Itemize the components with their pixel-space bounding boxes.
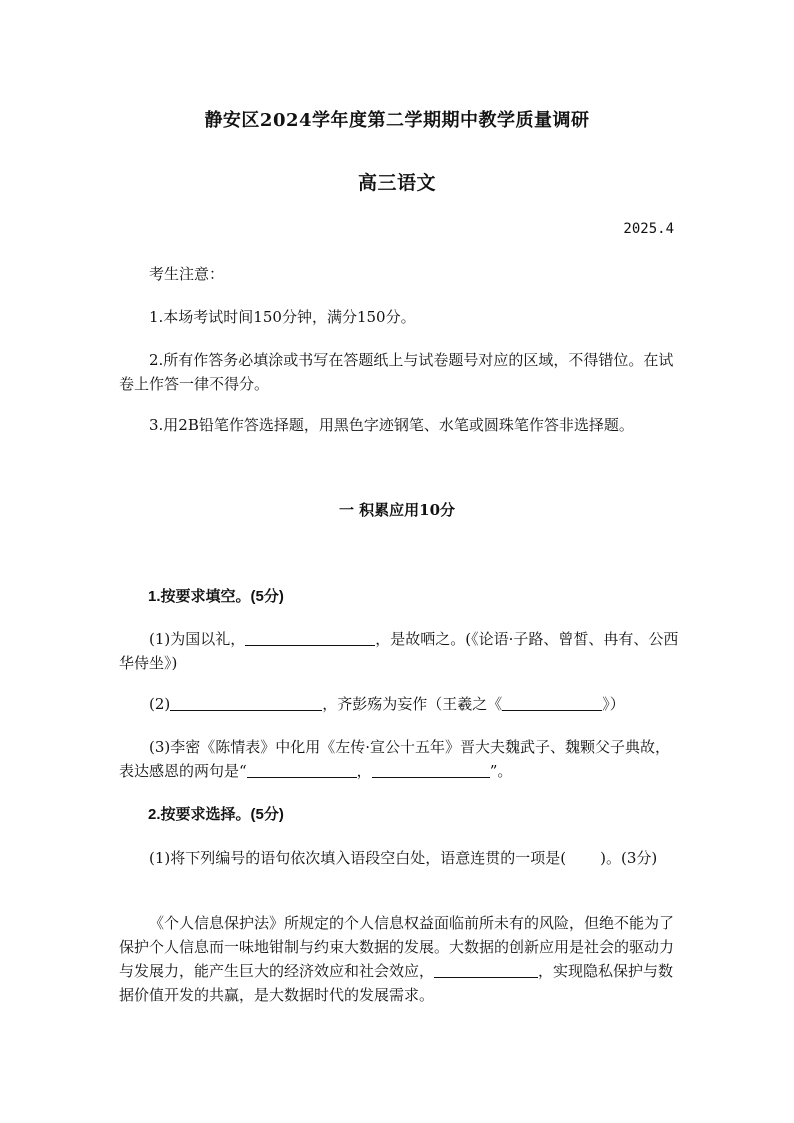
q1c-prefix: (3)李密《陈情表》中化用《左传·宣公十五年》晋大夫魏武子、魏颗父子典故，表达感恩的两句是“ [119,738,671,780]
q1b-suffix: 》） [602,695,625,713]
q1a-suffix: ，是故哂之。(《论语·子路、曾皙、冉有、公西华侍坐》) [119,630,679,672]
notice-rule-3: 3.用2B铅笔作答选择题，用黑色字迹钢笔、水笔或圆珠笔作答非选择题。 [149,416,634,434]
answer-blank[interactable] [372,761,490,778]
q1a-prefix: (1)为国以礼， [149,630,246,648]
passage-prefix: 《个人信息保护法》所规定的个人信息权益面临前所未有的风险，但绝不能为了保护个人信息而一味地钳制与约束大数据的发展。大数据的创新应用是社会的驱动力与发展力，能产生巨大的经济效应和社会效应， [119,914,675,980]
passage-suffix: ，实现隐私保护与数据价值开发的共赢，是大数据时代的发展需求。 [119,962,674,1004]
notice-rule-2: 2.所有作答务必填涂或书写在答题纸上与试卷题号对应的区域，不得错位。在试卷上作答一律不得分。 [119,351,674,393]
q1c-suffix: ”。 [489,762,513,780]
q1c-middle: ， [356,762,372,780]
q1b-middle: ，齐彭殇为妄作（王羲之《 [322,695,503,713]
exam-subtitle: 高三语文 [357,172,436,194]
answer-blank[interactable] [247,761,357,778]
exam-date: 2025.4 [623,221,674,237]
question-1-part-3 [119,735,679,783]
exam-title: 静安区2024学年度第二学期期中教学质量调研 [204,110,590,131]
section-title: 一 积累应用10分 [338,501,456,519]
question-1-part-1 [119,627,679,675]
answer-blank[interactable] [434,961,538,978]
q2a-prefix: (1)将下列编号的语句依次填入语段空白处，语意连贯的一项是( [149,849,567,867]
answer-blank[interactable] [245,629,375,646]
answer-blank[interactable] [170,694,322,711]
question-1-heading: 1.按要求填空。(5分) [148,588,284,605]
question-2-heading: 2.按要求选择。(5分) [148,806,284,823]
question-1-part-2 [119,692,679,716]
q1b-prefix: (2) [149,695,171,713]
notice-heading: 考生注意： [149,265,225,283]
notice-rule-1: 1.本场考试时间150分钟，满分150分。 [149,308,416,326]
answer-blank[interactable] [502,694,602,711]
question-2-passage [119,911,679,1007]
question-2-part-1 [119,846,679,870]
q2a-suffix: )。(3分) [600,849,658,867]
